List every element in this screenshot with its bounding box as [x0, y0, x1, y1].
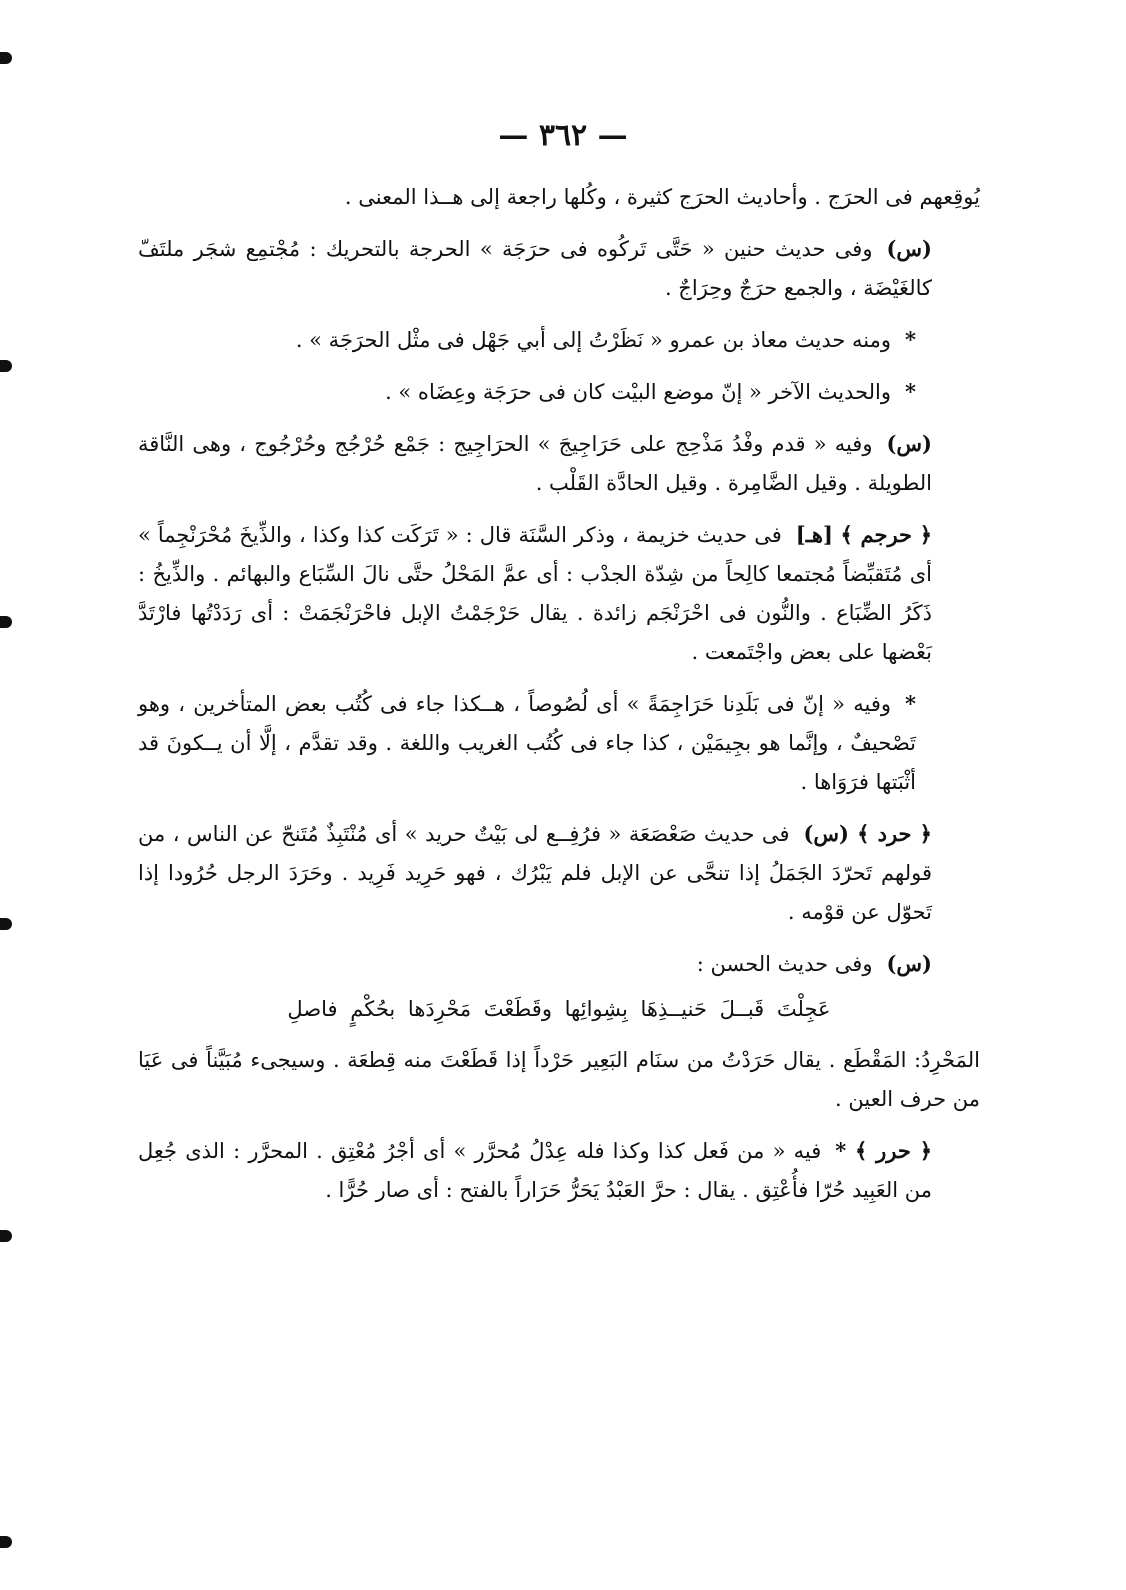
- page-body: [138, 178, 980, 1222]
- margin-mark: [0, 1536, 12, 1548]
- root-word-heading: ﴿ حرر ﴾ *: [835, 1138, 932, 1163]
- paragraph: [138, 944, 980, 984]
- entry-marker: (س): [886, 236, 932, 261]
- margin-mark: [0, 918, 12, 930]
- entry-marker: (س): [886, 431, 932, 456]
- paragraph: [138, 178, 980, 217]
- root-word-heading: ﴿ حرد ﴾ (س): [803, 821, 932, 846]
- paragraph-text: والحديث الآخر « إنّ موضع البيْت كان فى حرَجَة وعِضَاه » .: [385, 380, 892, 404]
- paragraph: [138, 424, 980, 503]
- entry-heading-paragraph: [138, 814, 980, 932]
- entry-marker: *: [905, 379, 916, 404]
- paragraph-text: وفيه « إنّ فى بَلَدِنا حَرَاجِمَةً » أى لُصُوصاً ، هــكذا جاء فى كُتُب بعض المتأخرين ، وهو تَصْحيفٌ ، وإنَّما هو بجِيمَيْن ، كذا جاء فى كُتُب الغريب واللغة . وقد تقدَّم ، إلَّا أن يــكونَ قد أثْبَتها فرَوَاها .: [138, 692, 916, 794]
- margin-mark: [0, 616, 12, 628]
- paragraph-text: فى حديث صَعْصَعَة « فرُفِــع لى بَيْتٌ حريد » أى مُنْتَبِذٌ مُتَنحّ عن الناس ، من قولهم تَحرّدَ الجَمَلُ إذا تنحَّى عن الإبل فلم يَبْرُك ، فهو حَرِيد فَرِيد . وحَرَدَ الرجل حُرُودا إذا تَحوّل عن قوْمه .: [138, 822, 932, 924]
- margin-mark: [0, 52, 12, 64]
- entry-heading-paragraph: [138, 1131, 980, 1210]
- paragraph: [138, 320, 980, 360]
- entry-marker: (س): [886, 951, 932, 976]
- paragraph: [138, 684, 980, 802]
- paragraph: [138, 229, 980, 308]
- entry-marker: *: [905, 327, 916, 352]
- root-word-heading: ﴿ حرجم ﴾ [هـ]: [795, 522, 932, 547]
- margin-mark: [0, 360, 12, 372]
- paragraph-text: وفيه « قدم وفْدُ مَذْحِج على حَرَاجِيجَ » الحرَاجِيج : جَمْع حُرْجُج وحُرْجُوج ، وهى النَّاقة الطويلة . وقيل الضَّامِرة . وقيل الحادَّة القَلْب .: [138, 432, 932, 495]
- paragraph-text: يُوقِعهم فى الحرَج . وأحاديث الحرَج كثيرة ، وكُلها راجعة إلى هــذا المعنى .: [344, 185, 980, 209]
- page-number: — ٣٦٢ —: [498, 118, 628, 153]
- entry-marker: *: [905, 691, 916, 716]
- paragraph-text: عَجِلْتَ قَبــلَ حَنيــذِهَا بِشِوائِها وقَطَعْتَ مَحْرِدَها بحُكْمٍ فاصلِ: [287, 997, 831, 1021]
- entry-heading-paragraph: [138, 515, 980, 672]
- paragraph-text: فيه « من فَعل كذا وكذا فله عِدْلُ مُحرَّر » أى أجْرُ مُعْتِق . المحرَّر : الذى جُعِل من العَبِيد حُرّا فأُعْتِق . يقال : حرَّ العَبْدُ يَحَرُّ حَرَاراً بالفتح : أى صار حُرًّا .: [138, 1139, 932, 1202]
- paragraph: [138, 1041, 980, 1119]
- margin-mark: [0, 1230, 12, 1242]
- paragraph-text: ومنه حديث معاذ بن عمرو « نَظَرْتُ إلى أبي جَهْل فى مثْل الحرَجَة » .: [295, 328, 892, 352]
- paragraph-text: وفى حديث حنين « حَتَّى تَركُوه فى حرَجَة » الحرجة بالتحريك : مُجْتمِع شجَر ملتَفّ كالغَيْضَة ، والجمع حرَجٌ وحِرَاجٌ .: [138, 237, 932, 300]
- paragraph-text: المَحْرِدُ: المَقْطَع . يقال حَرَدْتُ من سنَام البَعِير حَرْداً إذا قَطَعْتَ منه قِطعَة . وسيجىء مُبَيَّناً فى عَيَا من حرف العين .: [138, 1048, 980, 1111]
- paragraph-text: وفى حديث الحسن :: [696, 952, 873, 976]
- verse-line: [138, 990, 980, 1029]
- paragraph: [138, 372, 980, 412]
- paragraph-text: فى حديث خزيمة ، وذكر السَّنَة قال : « تَرَكَت كذا وكذا ، والذِّيخَ مُحْرَنْجِماً » أى مُتَقبِّضاً مُجتمعا كالِحاً من شِدّة الجدْب : أى عمَّ المَحْلُ حتَّى نالَ السِّبَاع والبهائم . والذِّيخُ : ذَكَرُ الضِّبَاع . والنُّون فى احْرَنْجَم زائدة . يقال حَرْجَمْتُ الإبل فاحْرَنْجَمَتْ : أى رَدَدْتُها فارْتَدَّ بَعْضها على بعض واجْتَمعت .: [138, 523, 932, 664]
